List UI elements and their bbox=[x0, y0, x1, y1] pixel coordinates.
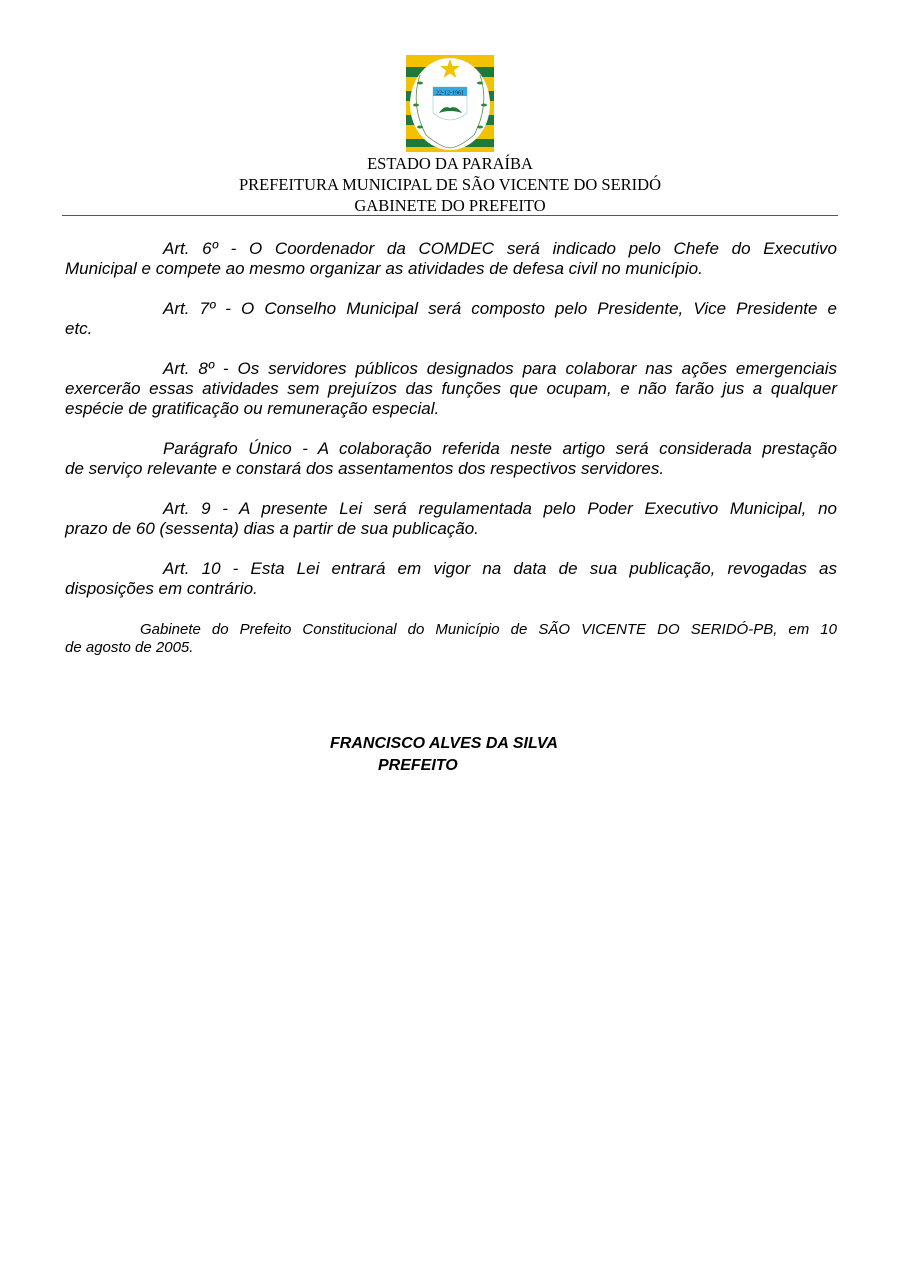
text-line: espécie de gratificação ou remuneração especial. bbox=[65, 399, 440, 418]
article-9 bbox=[65, 499, 837, 539]
text-line: etc. bbox=[65, 319, 93, 338]
logo-date: 22-12-1961 bbox=[436, 90, 464, 97]
text-line: Art. 9 - A presente Lei será regulamentada pelo Poder Executivo Municipal, no bbox=[163, 499, 837, 518]
text-line: Art. 7º - O Conselho Municipal será composto pelo Presidente, Vice Presidente e bbox=[163, 299, 837, 318]
article-10 bbox=[65, 559, 837, 599]
article-6 bbox=[65, 239, 837, 279]
article-8 bbox=[65, 359, 837, 419]
sole-paragraph bbox=[65, 439, 837, 479]
text-line: Art. 10 - Esta Lei entrará em vigor na data de sua publicação, revogadas as bbox=[163, 559, 837, 578]
text-line: Art. 6º - O Coordenador da COMDEC será indicado pelo Chefe do Executivo bbox=[163, 239, 837, 258]
letterhead-municipality: PREFEITURA MUNICIPAL DE SÃO VICENTE DO SERIDÓ bbox=[239, 175, 661, 194]
text-line: exercerão essas atividades sem prejuízos das funções que ocupam, e não farão jus a qualquer bbox=[65, 379, 837, 398]
article-7 bbox=[65, 299, 837, 339]
text-line: disposições em contrário. bbox=[65, 579, 258, 598]
letterhead-office: GABINETE DO PREFEITO bbox=[354, 196, 546, 215]
text-line: de serviço relevante e constará dos assentamentos dos respectivos servidores. bbox=[65, 459, 665, 478]
signatory-title: PREFEITO bbox=[378, 757, 458, 774]
municipal-coat-of-arms-logo bbox=[406, 55, 494, 152]
text-line: Municipal e compete ao mesmo organizar as atividades de defesa civil no município. bbox=[65, 259, 703, 278]
text-line: Art. 8º - Os servidores públicos designados para colaborar nas ações emergenciais bbox=[163, 359, 837, 378]
date-place-paragraph bbox=[65, 621, 837, 657]
signatory-name: FRANCISCO ALVES DA SILVA bbox=[330, 735, 558, 752]
text-line: de agosto de 2005. bbox=[65, 639, 194, 656]
text-line: Parágrafo Único - A colaboração referida neste artigo será considerada prestação bbox=[163, 439, 837, 458]
letterhead bbox=[0, 153, 900, 216]
letterhead-state: ESTADO DA PARAÍBA bbox=[367, 154, 533, 173]
text-line: prazo de 60 (sessenta) dias a partir de sua publicação. bbox=[65, 519, 479, 538]
text-line: Gabinete do Prefeito Constitucional do Município de SÃO VICENTE DO SERIDÓ-PB, em 10 bbox=[140, 621, 837, 638]
header-divider bbox=[62, 215, 838, 216]
